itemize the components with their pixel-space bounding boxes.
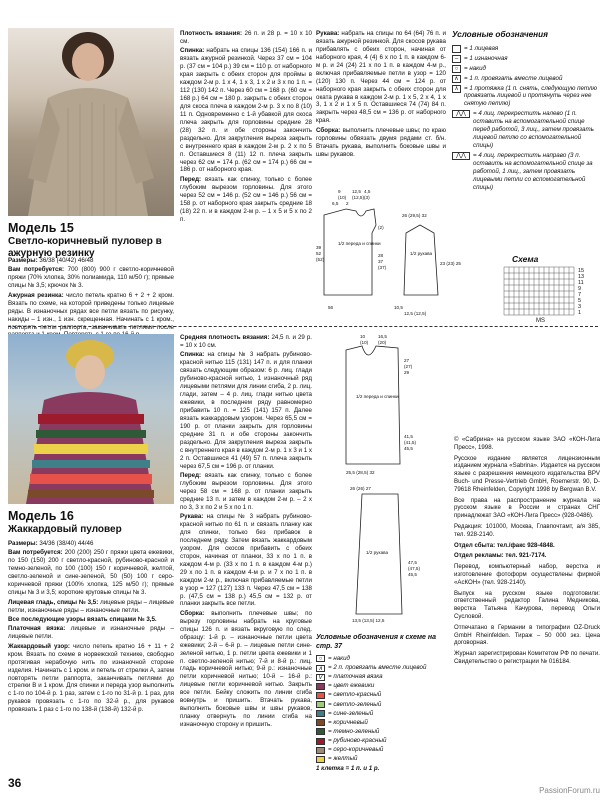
model15-title xyxy=(8,220,176,259)
legend16-footer: 1 клетка = 1 п. и 1 р. xyxy=(316,765,380,773)
sleeve-outline xyxy=(404,225,438,295)
schema-row-label: 1 xyxy=(578,310,582,316)
legend16-title: Условные обозначения к схеме на стр. 37 xyxy=(316,634,436,650)
legend16-item xyxy=(316,664,448,672)
d16-l6: (27) xyxy=(404,364,413,369)
d16-l7: 29 xyxy=(404,370,410,375)
model15-sizes: 36/38 (40/42) 46/48 xyxy=(39,257,94,264)
model16-assembly-label: Сборка: xyxy=(180,609,205,617)
legend16 xyxy=(316,634,448,773)
model15-rib-label: Ажурная резинка: xyxy=(8,291,64,299)
legend16-item xyxy=(316,655,448,663)
legend16-item xyxy=(316,682,448,690)
color-swatch: ∧ xyxy=(316,665,325,672)
legend15 xyxy=(452,30,600,194)
d15-l4: (10) xyxy=(338,195,347,200)
schema-title xyxy=(512,254,538,265)
d16-width: 25,5 (28,5) 32 xyxy=(346,470,375,475)
d16-body-label: 1/2 переда и спинки xyxy=(356,394,399,399)
imprint-ads: Отдел рекламы: тел. 921-7174. xyxy=(454,552,547,560)
d15-l6: (3) xyxy=(364,195,370,200)
model15-intro xyxy=(8,257,174,331)
legend15-text: = 1 п. провязать вместе лицевой xyxy=(464,74,563,82)
model16-back-label: Спинка: xyxy=(180,351,205,359)
d15-sleeve-len: 23 (23) 25 xyxy=(440,261,461,266)
legend15-item xyxy=(452,45,600,53)
yarn-over-symbol: ○ xyxy=(452,65,461,73)
legend16-text: = желтый xyxy=(328,755,358,763)
model15-instructions-2 xyxy=(316,30,446,190)
model15-instructions xyxy=(180,30,312,320)
model16-plain-label: Платочная вязка: xyxy=(8,625,66,633)
legend16-text: = светло-зеленый xyxy=(328,700,382,708)
legend16-text: = накид xyxy=(328,654,350,662)
schema-row-label: 3 xyxy=(578,304,582,310)
model15-density-label: Плотность вязания: xyxy=(180,30,243,37)
d15-sleeve-bottom: 10,5 xyxy=(394,305,403,310)
d15-l2: 12,5 xyxy=(352,189,361,194)
legend15-text: = 1 лицевая xyxy=(464,44,499,52)
legend16-item xyxy=(316,701,448,709)
d16-l9: (41,5) xyxy=(404,440,417,445)
imprint-translation: Перевод, компьютерный набор, верстка и изготовление фотоформ осуществлены фирмой «АсКОН» (тел. 928-2140). xyxy=(454,563,600,586)
color-swatch xyxy=(316,728,325,735)
model16-need: 200 (200) 250 г пряжи цвета ежевики, по 150 (150) 200 г светло-красной, рубиново-красной и темно-зеленой, по 100 (100) 150 г коричневой, желтой, светло-зеленой и сине-зеленой, 50 (50) 100 г серо-коричневой пряжи (100% хлопка, 125 м/50 г); прямые спицы № 3 и 3,5; короткие круговые спицы № 3. xyxy=(8,549,174,597)
d15-sleeve-top: 26 (29,5) 32 xyxy=(402,213,427,218)
model16-sizes-label: Размеры: xyxy=(8,540,38,547)
model15-assembly: выполнить плечевые швы; по краю горловины обвязать двумя рядами ст. б/н. Втачать рукава, выполнить боковые швы и швы рукавов. xyxy=(316,126,446,158)
watermark: PassionForum.ru xyxy=(539,786,600,795)
legend16-list xyxy=(316,655,448,763)
imprint xyxy=(454,436,600,669)
model15-number: Модель 15 xyxy=(8,221,74,235)
color-swatch xyxy=(316,738,325,745)
imprint-license: Русское издание является лицензионным изданием журнала «Sabrina». Издается на русском языке с разрешения немецкого издательства BPV Buch- und Presse-Vertrieb GmbH, Roemerstr. 90, D-79618 Rheinfelden, Copyright 1998 by Bergwan В.V. xyxy=(454,454,600,493)
legend15-text: = 1 протяжка (1 п. снять, следующую петлю провязать лицевой и протянуть через нее снятую петлю) xyxy=(464,84,598,108)
imprint-print: Отпечатано в Германии в типографии OZ-Druck GmbH Rheinfelden. Тираж – 50 000 экз. Цена договорная. xyxy=(454,623,600,647)
color-swatch xyxy=(316,701,325,708)
model15-need: 700 (800) 900 г светло-коричневой пряжи (70% хлопка, 30% полиамида, 110 м/50 г); прямые спицы № 3,5; крючок № 3. xyxy=(8,266,174,290)
legend15-item xyxy=(452,110,600,150)
model16-jac-label: Жаккардовый узор: xyxy=(8,642,70,650)
model16-assembly: выполнить плечевые швы; по вырезу горловины набрать на круговые спицы 126 п. и вязать вкруговую по след. образцу: 1-й р. – изнаночные петли цвета ежевики; 2-й – 6-й р. – лицевые петли сине-зеленой нитью, 1 р. петли цвета ежевики и 1 п. светло-зеленой нитью; 7-й и 8-й р.: лиц. гладь коричневой нитью; 9-й р.: изнаночные петли коричневой нитью; 10-й – 16-й р.: лицевые петли коричневой нитью. Закрыть все петли. Бейку сложить по линии сгиба вовнутрь и пришить. Втачать рукава, выполнить боковые швы и швы рукавов, планку отвернуть по линии сгиба на изнаночную сторону и пришить. xyxy=(180,609,312,728)
legend16-item xyxy=(316,728,448,736)
imprint-editorial: Редакция: 101000, Москва, Главпочтамт, а/я 385, тел. 928-2140. xyxy=(454,522,600,538)
model15-back-label: Спинка: xyxy=(180,47,205,55)
legend15-text: = 4 лиц. перекрестить налево (1 п. оставить на вспомогательной спице перед работой, 3 лиц., затем провязать лицевой петлю со вспомогательной спицы) xyxy=(473,110,594,150)
schema-ms: MS xyxy=(536,318,545,324)
legend16-item xyxy=(316,710,448,718)
d16-sleeve-len2: (47,5) xyxy=(408,566,421,571)
d15-l15: (52) xyxy=(316,257,325,262)
d16-l8: 41,5 xyxy=(404,434,413,439)
color-swatch xyxy=(316,683,325,690)
model15-sizes-label: Размеры: xyxy=(8,257,38,264)
model15-assembly-label: Сборка: xyxy=(316,126,341,134)
page-number: 36 xyxy=(8,776,22,790)
legend15-item xyxy=(452,75,600,83)
model16-density: 24,5 п. и 29 р. = 10 х 10 см. xyxy=(180,334,312,349)
legend16-item xyxy=(316,719,448,727)
d16-sleeve-len: 47,5 xyxy=(408,560,417,565)
legend16-item xyxy=(316,737,448,745)
schema-row-label: 13 xyxy=(578,274,585,280)
schema-chart xyxy=(500,265,600,323)
model15-name: Светло-коричневый пуловер в ажурную резинку xyxy=(8,236,162,259)
model16-sizes: 34/36 (38/40) 44/46 xyxy=(39,540,94,547)
model16-jac: число петель кратно 16 + 11 + 2 кром. Вязать по схеме в норвежской технике, свободно протягивая нерабочую нить по изнаночной стороне изделия. Начинать с 1 кром. и петель от стрелки А, затем повторять петли раппорта, заканчивать петлями до стрелки В и 1 кром. Для спинки и переда узор выполнить с 1-го по 104-й р. 1 раз, затем с 1-го по 31-й р. 1 раз, для рукавов провязать с 1-го по 32-й р., для рукавов провязать 1 раз с 1-го по 138-й (138-й) 132-й р. xyxy=(8,642,174,714)
model16-sleeves-label: Рукава: xyxy=(180,513,204,521)
schema-row-label: 11 xyxy=(578,280,584,286)
legend16-text: = темно-зеленый xyxy=(328,727,380,735)
d15-l14: 52 xyxy=(316,251,322,256)
model15-need-label: Вам потребуется: xyxy=(8,266,65,274)
model16-plain: лицевые и изнаночные ряды – лицевые петли. xyxy=(8,625,174,641)
model15-rib: число петель кратно 6 + 2 + 2 кром. Вязать по схеме, на которой приведены только лицевые ряды. В изнаночных рядах все петли вязать по рисунку, накиды – 1 изн., 1 изн. скрещенная. Начинать с 1 кром., повторять петли раппорта, заканчивать петлями после xyxy=(8,291,174,331)
imprint-registration: Журнал зарегистрирован Комитетом РФ по печати. Свидетельство о регистрации № 016184. xyxy=(454,650,600,665)
legend16-text: = светло-красный xyxy=(328,691,382,699)
model16-front: вязать как спинку, только с более глубоким вырезом горловины. Для этого через 58 см = 168 р. от планки закрыть средние 13 п. и затем в каждом 2-м р. – 2 х по 3, 3 х по 2 и 5 х по 1 п. xyxy=(180,471,312,511)
d15-l12: (37) xyxy=(378,265,387,270)
d16-l10: 45,5 xyxy=(404,446,413,451)
model16-knit-label: Лицевая гладь, спицы № 3,5: xyxy=(8,598,99,606)
legend15-item xyxy=(452,85,600,109)
purl-symbol: – xyxy=(452,55,461,63)
legend15-item xyxy=(452,152,600,192)
d16-sleeve-bottom: 13,5 (13,5) 12,5 xyxy=(352,618,385,623)
model16-back: на спицы № 3 набрать рубиново-красной нитью 115 (131) 147 п. и для планки связать следующим образом: 6 р. лиц. глади рубиново-красной нитью, 1 изнаночный ряд лицевыми петлями для линии сгиба, 2 р. лиц. глади, затем – 4 р. лиц. глади нитью цвета ежевики, в последнем ряду равномерно прибавить 10 п. = 125 (141) 157 п. Далее вязать жаккардовым узором. Через 65,5 см = 190 р. от планки закрыть для горловины средние 31 п. и обе стороны закончить раздельно. Для закругления выреза закрыть с внутреннего края в каждом 2-м р. 1 х 3 и 1 х 2 п. Оставшиеся 41 (49) 57 п. плеча закрыть через 67,5 см = 196 р. от планки. xyxy=(180,351,312,470)
model15-sleeves-label: Рукава: xyxy=(316,30,340,37)
model16-number: Модель 16 xyxy=(8,509,74,523)
d16-l5: 27 xyxy=(404,358,410,363)
legend16-item xyxy=(316,673,448,681)
model15-back: набрать на спицы 136 (154) 166 п. и вязать ажурной резинкой. Через 37 см = 104 р. (37 см = 104 р.) 39 см = 110 р. от наборного края закрыть с обеих сторон для проймы в каждом 2-м р. 1 х 4, 1 х 3, 1 х 2 и 3 х по 1 п. = 112 (130) 142 п. Через 60 см = 168 р. (60 см = 168 р.) 64 см = 180 р. закрыть с обеих сторон для скоса плеча в каждом 2-м р. 3 х по 8 (10) 11 п. Одновременно с 1-й убавкой для скоса плеча закрыть для горловины средние 28 (28) 32 п. и обе стороны закончить раздельно. Для закругления выреза закрыть с внутреннего края в каждом 2-м р. 2 х по 5 п. Оставшиеся 8 (11) 12 п. плеча закрыть через 62 см = 174 р. (62 см = 174 р.) 66 см = 186 р. от наборного края. xyxy=(180,47,312,174)
model16-sleeves: на спицы № 3 набрать рубиново-красной нитью по 61 п. и связать планку как для спинки, только без прибавок в последнем ряду. Затем вязать жаккардовым узором. Для скосов прибавить с обеих сторон, начиная от планки, 33 х по 1 п. в каждом 4-м р. (33 х по 1 п. в каждом 4-м р.) 29 х по 1 п. в каждом 4-м р. и 7 х по 1 п. в каждом 2-м р., включая прибавляемые петли в узор = 127 (127) 133 п. Через 47,5 см = 138 р. (47,5 см = 138 р.) 45,5 см = 132 р. от планки закрыть все петли. xyxy=(180,513,312,608)
d15-sleeve-bottom2: 12,5 (12,5) xyxy=(404,311,427,316)
d15-l11: 37 xyxy=(378,259,384,264)
color-swatch xyxy=(316,756,325,763)
model16-instructions xyxy=(180,334,312,770)
model16-knit: лицевые ряды – лицевые петли, изнаночные ряды – изнаночные петли. xyxy=(8,598,174,614)
model15-front: вязать как спинку, только с более глубоким вырезом горловины. Для этого через 52 см = 146 р. (52 см = 146 р.) 56 см = 158 р. от наборного края закрыть средние 18 (18) 22 п. и в каждом 2-м р. – 1 х 5 и 5 х по 2 п. xyxy=(180,175,312,223)
model16-title xyxy=(8,508,122,536)
model16-photo xyxy=(8,334,174,504)
model16-pattern-diagram xyxy=(316,334,448,624)
model16-all-label: Все последующие узоры вязать спицами № 3,5. xyxy=(8,615,157,623)
body-outline xyxy=(324,209,376,295)
d16-l1: 10 xyxy=(360,334,366,339)
imprint-sales: Отдел сбыта: тел./факс 928-4848. xyxy=(454,541,555,549)
color-swatch: ○ xyxy=(316,655,325,662)
model16-need-label: Вам потребуется: xyxy=(8,549,63,557)
cable-left-symbol: ⋀⋀ xyxy=(452,110,470,118)
model15-front-label: Перед: xyxy=(180,175,202,183)
d15-l3: 4,5 xyxy=(364,189,371,194)
cable-right-symbol: ⋀⋀ xyxy=(452,152,470,160)
schema-row-label: 7 xyxy=(578,292,582,298)
d15-l1: 9 xyxy=(338,189,341,194)
legend16-text: = серо-коричневый xyxy=(328,746,384,754)
d16-l4: (20) xyxy=(378,340,387,345)
color-swatch xyxy=(316,747,325,754)
model15-pattern-diagram xyxy=(316,185,461,320)
d15-width: 56 xyxy=(328,305,334,310)
legend16-text: = 2 п. провязать вместе лицевой xyxy=(328,664,427,672)
knit-symbol xyxy=(452,45,461,53)
d15-l8: 2 xyxy=(346,201,349,206)
legend16-text: = коричневый xyxy=(328,718,368,726)
section-divider xyxy=(8,326,598,327)
d15-l7: 6,5 xyxy=(332,201,339,206)
schema-title-text: Схема xyxy=(512,254,539,264)
d16-sleeve-top: 26 (26) 27 xyxy=(350,486,371,491)
color-swatch xyxy=(316,719,325,726)
schema-row-label: 15 xyxy=(578,268,585,274)
color-swatch xyxy=(316,692,325,699)
imprint-copyright: © «Сабрина» на русском языке ЗАО «КОН-Лига Пресс», 1998. xyxy=(454,436,600,451)
d16-sleeve-len3: 45,5 xyxy=(408,572,417,577)
k2tog-symbol: ∧ xyxy=(452,75,461,83)
legend15-item xyxy=(452,65,600,73)
d15-body-label: 1/2 переда и спинки xyxy=(338,241,381,246)
legend16-item xyxy=(316,691,448,699)
legend15-text: = накид xyxy=(464,64,486,72)
color-swatch xyxy=(316,710,325,717)
d15-l9: (2) xyxy=(378,225,384,230)
legend15-title: Условные обозначения xyxy=(452,30,548,39)
imprint-rights: Все права на распространение журнала на русском языке в России и странах СНГ принадлежат ЗАО «КОН-Лига Пресс» (928-0486). xyxy=(454,496,600,520)
model16-intro xyxy=(8,540,174,772)
color-swatch: V xyxy=(316,674,325,681)
legend16-item xyxy=(316,746,448,754)
ssk-symbol: λ xyxy=(452,85,461,93)
legend15-item xyxy=(452,55,600,63)
legend16-text: = сине-зеленый xyxy=(328,709,374,717)
model16-density-label: Средняя плотность вязания: xyxy=(180,334,270,341)
body-outline-16 xyxy=(346,346,400,464)
model15-density: 26 п. и 28 р. = 10 х 10 см. xyxy=(180,30,312,45)
d15-l10: 28 xyxy=(378,253,384,258)
legend15-text: = 1 изнаночная xyxy=(464,54,508,62)
imprint-editors: Выпуск на русском языке подготовили: ответственный редактор Галина Медникова, верстка Татьяна Качурова, перевод Ольги Сусловой. xyxy=(454,589,600,620)
legend16-item xyxy=(316,755,448,763)
model16-front-label: Перед: xyxy=(180,471,202,479)
model15-photo xyxy=(8,28,174,216)
schema-row-label: 5 xyxy=(578,298,582,304)
model15-sleeves: набрать на спицы по 64 (64) 76 п. и вязать ажурной резинкой. Для скосов рукава прибавлять с обеих сторон, начиная от наборного края, 4 (4) 6 х по 1 п. в каждом 6-м р. и 24 (24) 21 х по 1 п. в каждом 4-м р., включая прибавляемые петли в узор = 120 (120) 130 п. Через 44 см = 124 р. от наборного края закрыть с обеих сторон для оката рукава в каждом 2-м р. 1 х 5, 2 х 4, 1 х 3, 1 х 2 и 1 х 5 п. Оставшиеся 74 (74) 84 п. закрыть через 48,5 см = 136 р. от наборного края. xyxy=(316,30,446,125)
d16-l3: (10) xyxy=(360,340,369,345)
legend16-text: = цвет ежевики xyxy=(328,682,375,690)
d15-l13: 39 xyxy=(316,245,322,250)
d16-sleeve-label: 1/2 рукава xyxy=(366,550,389,555)
d15-l5: (12,5) xyxy=(352,195,365,200)
schema-row-label: 9 xyxy=(578,286,582,292)
model16-name: Жаккардовый пуловер xyxy=(8,524,122,535)
legend16-text: = рубиново-красный xyxy=(328,737,387,745)
d16-l2: 16,5 xyxy=(378,334,387,339)
legend15-text: = 4 лиц. перекрестить направо (3 п. оставить на вспомогательной спице за работой, 1 лиц., затем провязать лицевыми петли со вспомогательной спицы) xyxy=(473,152,593,191)
legend16-text: = платочная вязка xyxy=(328,673,383,681)
d15-sleeve-label: 1/2 рукава xyxy=(410,251,433,256)
